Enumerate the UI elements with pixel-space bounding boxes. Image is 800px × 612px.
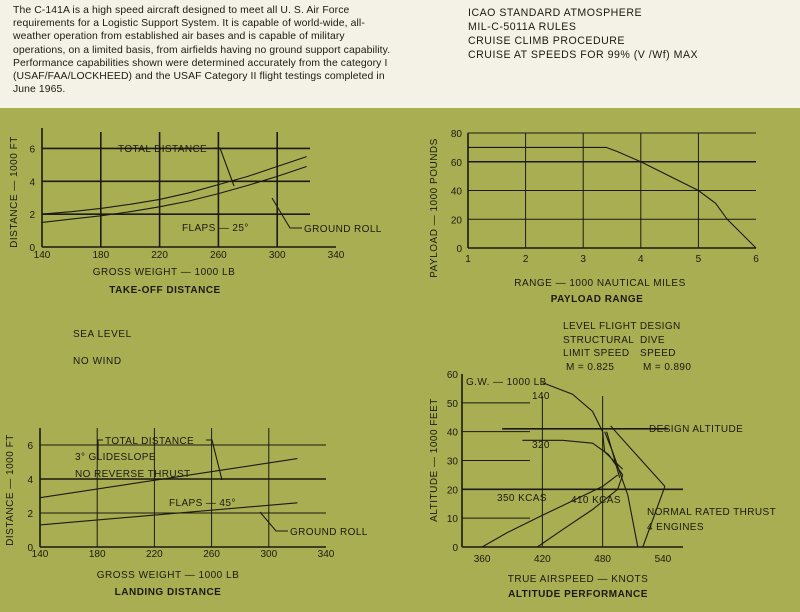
payload-xlabel: RANGE — 1000 NAUTICAL MILES <box>514 278 686 289</box>
altitude-label-gw: G.W. — 1000 LB <box>466 377 547 388</box>
landing-xtick-340: 340 <box>317 549 335 560</box>
landing-title: LANDING DISTANCE <box>114 587 222 598</box>
payload-ytick-60: 60 <box>450 157 462 169</box>
landing-xtick-140: 140 <box>31 549 49 560</box>
altitude-ytick-40: 40 <box>446 427 458 439</box>
altitude-label-m2: M = 0.890 <box>643 362 692 373</box>
landing-ytick-0: 0 <box>27 543 33 554</box>
note-no-wind: NO WIND <box>73 356 122 367</box>
altitude-label-design-altitude: DESIGN ALTITUDE <box>649 424 744 435</box>
altitude-series-3 <box>537 475 622 547</box>
altitude-title: ALTITUDE PERFORMANCE <box>508 589 648 600</box>
payload-xtick-4: 4 <box>638 254 644 265</box>
payload-xtick-5: 5 <box>695 254 702 265</box>
payload-xtick-1: 1 <box>465 254 471 265</box>
altitude-series-2 <box>482 475 618 547</box>
payload-xtick-2: 2 <box>522 254 529 265</box>
landing-leader-total-2 <box>206 440 222 480</box>
altitude-ytick-50: 50 <box>446 398 458 410</box>
landing-label-ground-roll: GROUND ROLL <box>290 527 368 538</box>
takeoff-label-flaps: FLAPS — 25° <box>182 223 249 234</box>
takeoff-xtick-220: 220 <box>151 250 168 261</box>
takeoff-ytick-6: 6 <box>29 144 35 156</box>
takeoff-ylabel: DISTANCE — 1000 FT <box>9 136 20 248</box>
altitude-ytick-10: 10 <box>446 514 458 526</box>
altitude-ytick-20: 20 <box>446 485 458 497</box>
takeoff-ytick-2: 2 <box>29 210 35 222</box>
payload-xtick-6: 6 <box>753 254 759 265</box>
landing-ytick-2: 2 <box>27 509 33 520</box>
note-sea-level: SEA LEVEL <box>73 329 132 340</box>
condition-cruise-speed: CRUISE AT SPEEDS FOR 99% (V /Wf) MAX <box>468 49 699 61</box>
landing-label-total-distance: TOTAL DISTANCE <box>105 436 195 447</box>
takeoff-ytick-0: 0 <box>29 243 35 254</box>
altitude-xtick-420: 420 <box>534 554 551 565</box>
condition-rules: MIL-C-5011A RULES <box>468 21 577 33</box>
altitude-label-410-kcas: 410 KCAS <box>571 495 621 506</box>
landing-xtick-300: 300 <box>260 549 278 560</box>
takeoff-xtick-180: 180 <box>92 250 110 261</box>
altitude-ytick-60: 60 <box>446 370 458 381</box>
altitude-label-limit-speed: LIMIT SPEED <box>563 348 630 359</box>
payload-ytick-20: 20 <box>450 215 462 227</box>
condition-atmosphere: ICAO STANDARD ATMOSPHERE <box>468 7 643 19</box>
takeoff-title: TAKE-OFF DISTANCE <box>109 285 221 296</box>
altitude-xtick-540: 540 <box>654 554 672 565</box>
landing-ytick-4: 4 <box>27 475 33 486</box>
altitude-label-320: 320 <box>532 440 550 451</box>
takeoff-xtick-340: 340 <box>327 250 345 261</box>
landing-label-flaps: FLAPS — 45° <box>169 498 236 509</box>
takeoff-leader-total <box>214 148 234 186</box>
altitude-ylabel: ALTITUDE — 1000 FEET <box>429 398 440 522</box>
altitude-xlabel: TRUE AIRSPEED — KNOTS <box>507 574 649 585</box>
takeoff-label-ground-roll: GROUND ROLL <box>304 224 382 235</box>
altitude-ytick-0: 0 <box>452 543 458 554</box>
altitude-label-speed: SPEED <box>640 348 676 359</box>
payload-title: PAYLOAD RANGE <box>550 294 644 305</box>
takeoff-label-total-distance: TOTAL DISTANCE <box>118 144 208 155</box>
intro-paragraph: The C-141A is a high speed aircraft designed to meet all U. S. Air Force requirements for a Logistic Support System. It is capable of world-wide, all-weather operation from established air bases and is capable of military operations, on a limited basis, from airfields having no ground support capability. Performance capabilities shown were determined accurately from the category I (USAF/FAA/LOCKHEED) and the USAF Category II flight testings completed in June 1965. <box>13 5 391 96</box>
altitude-label-level-flight: LEVEL FLIGHT DESIGN <box>563 321 681 332</box>
landing-label-no-reverse: NO REVERSE THRUST <box>75 469 191 480</box>
payload-ytick-0: 0 <box>456 244 462 255</box>
altitude-label-m1: M = 0.825 <box>566 362 615 373</box>
altitude-label-normal-rated-thrust: NORMAL RATED THRUST <box>647 507 777 518</box>
payload-xtick-3: 3 <box>580 254 586 265</box>
landing-leader-ground <box>260 512 288 531</box>
payload-ylabel: PAYLOAD — 1000 POUNDS <box>429 138 440 278</box>
landing-xtick-220: 220 <box>146 549 163 560</box>
altitude-xtick-480: 480 <box>594 554 611 565</box>
altitude-label-4-engines: 4 ENGINES <box>647 522 704 533</box>
altitude-series-0 <box>542 383 622 470</box>
payload-ytick-40: 40 <box>450 186 462 198</box>
takeoff-series-total-distance <box>42 157 307 215</box>
condition-procedure: CRUISE CLIMB PROCEDURE <box>468 35 625 47</box>
takeoff-xtick-140: 140 <box>33 250 51 261</box>
altitude-label-350-kcas: 350 KCAS <box>497 493 547 504</box>
landing-ytick-6: 6 <box>27 441 33 452</box>
takeoff-ytick-4: 4 <box>29 177 35 189</box>
landing-xlabel: GROSS WEIGHT — 1000 LB <box>96 570 240 581</box>
altitude-label-140: 140 <box>532 391 550 402</box>
altitude-ytick-30: 30 <box>446 456 458 468</box>
altitude-label-dive: DIVE <box>640 335 665 346</box>
takeoff-xtick-300: 300 <box>268 250 286 261</box>
landing-ylabel: DISTANCE — 1000 FT <box>5 434 16 546</box>
landing-xtick-260: 260 <box>203 549 220 560</box>
landing-xtick-180: 180 <box>88 549 106 560</box>
altitude-label-structural: STRUCTURAL <box>563 335 635 346</box>
payload-ytick-80: 80 <box>450 129 462 140</box>
altitude-xtick-360: 360 <box>473 554 491 565</box>
landing-label-glideslope: 3° GLIDESLOPE <box>75 452 156 463</box>
takeoff-xtick-260: 260 <box>210 250 227 261</box>
takeoff-xlabel: GROSS WEIGHT — 1000 LB <box>92 267 236 278</box>
